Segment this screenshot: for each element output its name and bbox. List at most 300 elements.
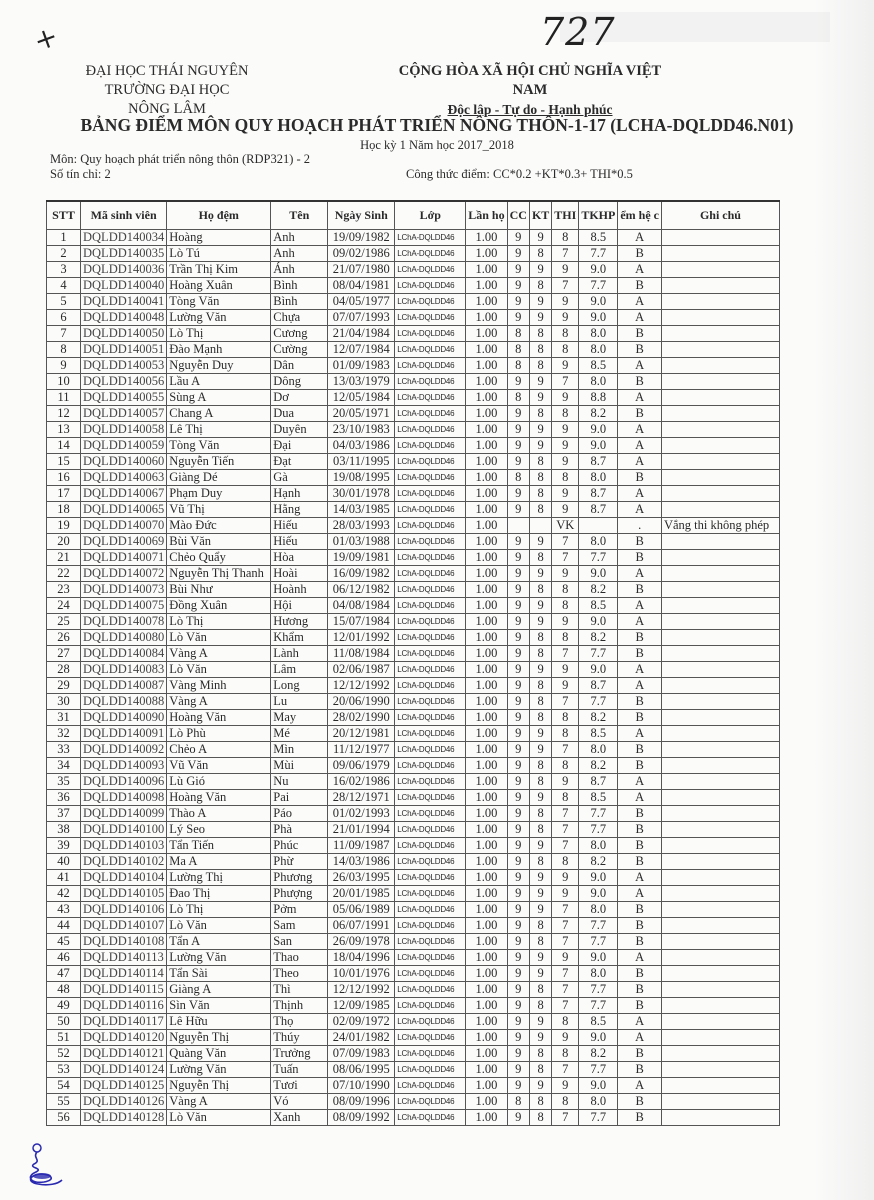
- cell-tkhp: 9.0: [579, 262, 618, 278]
- cell-thi: 9: [552, 390, 579, 406]
- cell-first-name: Páo: [271, 806, 328, 822]
- table-row: [47, 422, 780, 438]
- cell-thi: 7: [552, 742, 579, 758]
- cell-stt: 55: [47, 1094, 81, 1110]
- cell-first-name: Thì: [271, 982, 328, 998]
- cell-birth-date: 12/12/1992: [328, 982, 395, 998]
- cell-stt: 45: [47, 934, 81, 950]
- cell-kt: 8: [529, 982, 551, 998]
- cell-cc: 9: [507, 838, 529, 854]
- cell-stt: 18: [47, 502, 81, 518]
- cell-student-id: DQLDD140113: [81, 950, 167, 966]
- cell-kt: 8: [529, 694, 551, 710]
- cell-kt: 8: [529, 934, 551, 950]
- cell-letter-grade: B: [618, 646, 662, 662]
- cell-attempt: 1.00: [466, 614, 507, 630]
- cell-letter-grade: B: [618, 1094, 662, 1110]
- cell-tkhp: 7.7: [579, 646, 618, 662]
- table-row: [47, 342, 780, 358]
- cell-kt: 8: [529, 822, 551, 838]
- cell-birth-date: 02/06/1987: [328, 662, 395, 678]
- cell-first-name: Mé: [271, 726, 328, 742]
- cell-first-name: Ánh: [271, 262, 328, 278]
- cell-student-id: DQLDD140063: [81, 470, 167, 486]
- cell-middle-name: Vàng A: [167, 694, 271, 710]
- cell-tkhp: 8.0: [579, 838, 618, 854]
- cell-attempt: 1.00: [466, 598, 507, 614]
- cell-middle-name: Lường Văn: [167, 950, 271, 966]
- cell-tkhp: 8.0: [579, 470, 618, 486]
- cell-note: [661, 678, 779, 694]
- cell-letter-grade: B: [618, 758, 662, 774]
- cell-note: [661, 646, 779, 662]
- cell-tkhp: 9.0: [579, 1078, 618, 1094]
- cell-attempt: 1.00: [466, 486, 507, 502]
- cell-note: [661, 358, 779, 374]
- cell-stt: 15: [47, 454, 81, 470]
- cell-middle-name: Nguyễn Tiến: [167, 454, 271, 470]
- cell-tkhp: 7.7: [579, 982, 618, 998]
- table-row: [47, 854, 780, 870]
- cell-tkhp: 8.2: [579, 854, 618, 870]
- table-row: [47, 406, 780, 422]
- cell-class: LChA-DQLDD46: [395, 1110, 466, 1126]
- cell-middle-name: Hoàng Văn: [167, 790, 271, 806]
- cell-class: LChA-DQLDD46: [395, 726, 466, 742]
- cell-thi: 8: [552, 1094, 579, 1110]
- cell-middle-name: Mào Đức: [167, 518, 271, 534]
- cell-thi: 8: [552, 582, 579, 598]
- cell-attempt: 1.00: [466, 886, 507, 902]
- cell-stt: 24: [47, 598, 81, 614]
- table-row: [47, 710, 780, 726]
- cell-student-id: DQLDD140073: [81, 582, 167, 598]
- cell-birth-date: 21/04/1984: [328, 326, 395, 342]
- cell-note: [661, 582, 779, 598]
- cell-class: LChA-DQLDD46: [395, 582, 466, 598]
- cell-tkhp: 7.7: [579, 1062, 618, 1078]
- table-row: [47, 998, 780, 1014]
- cell-birth-date: 13/03/1979: [328, 374, 395, 390]
- cell-birth-date: 05/06/1989: [328, 902, 395, 918]
- cell-stt: 26: [47, 630, 81, 646]
- cell-student-id: DQLDD140065: [81, 502, 167, 518]
- cell-attempt: 1.00: [466, 918, 507, 934]
- cell-note: [661, 294, 779, 310]
- cell-thi: 7: [552, 694, 579, 710]
- cell-attempt: 1.00: [466, 1046, 507, 1062]
- cell-kt: 9: [529, 950, 551, 966]
- cell-first-name: Pai: [271, 790, 328, 806]
- university-name: ĐẠI HỌC THÁI NGUYÊN: [85, 63, 249, 79]
- cell-cc: 9: [507, 982, 529, 998]
- cell-thi: 8: [552, 406, 579, 422]
- cell-tkhp: 8.2: [579, 1046, 618, 1062]
- cell-middle-name: Nguyễn Thị Thanh: [167, 566, 271, 582]
- cell-letter-grade: B: [618, 854, 662, 870]
- cell-first-name: Thao: [271, 950, 328, 966]
- cell-first-name: Lu: [271, 694, 328, 710]
- cell-first-name: Long: [271, 678, 328, 694]
- cell-middle-name: Tòng Văn: [167, 438, 271, 454]
- cell-middle-name: Sìn Văn: [167, 998, 271, 1014]
- cell-cc: 8: [507, 470, 529, 486]
- cell-birth-date: 08/04/1981: [328, 278, 395, 294]
- cell-letter-grade: B: [618, 998, 662, 1014]
- cell-birth-date: 06/07/1991: [328, 918, 395, 934]
- cell-attempt: 1.00: [466, 854, 507, 870]
- cell-thi: 8: [552, 758, 579, 774]
- cell-stt: 48: [47, 982, 81, 998]
- cell-tkhp: 7.7: [579, 550, 618, 566]
- cell-student-id: DQLDD140071: [81, 550, 167, 566]
- cell-stt: 1: [47, 230, 81, 246]
- cell-note: [661, 246, 779, 262]
- cell-attempt: 1.00: [466, 502, 507, 518]
- cell-middle-name: Tẩn Tiến: [167, 838, 271, 854]
- cell-kt: 8: [529, 998, 551, 1014]
- cell-tkhp: 8.2: [579, 406, 618, 422]
- cell-student-id: DQLDD140107: [81, 918, 167, 934]
- cell-student-id: DQLDD140128: [81, 1110, 167, 1126]
- cell-note: [661, 662, 779, 678]
- cell-tkhp: 8.7: [579, 454, 618, 470]
- cell-kt: 8: [529, 1046, 551, 1062]
- cell-birth-date: 09/06/1979: [328, 758, 395, 774]
- cell-class: LChA-DQLDD46: [395, 1046, 466, 1062]
- cell-note: [661, 470, 779, 486]
- table-row: [47, 886, 780, 902]
- cell-stt: 42: [47, 886, 81, 902]
- cell-student-id: DQLDD140058: [81, 422, 167, 438]
- cell-attempt: 1.00: [466, 694, 507, 710]
- cell-attempt: 1.00: [466, 758, 507, 774]
- cell-attempt: 1.00: [466, 230, 507, 246]
- cell-note: [661, 598, 779, 614]
- cell-class: LChA-DQLDD46: [395, 262, 466, 278]
- cell-thi: 7: [552, 998, 579, 1014]
- cell-student-id: DQLDD140053: [81, 358, 167, 374]
- cell-kt: 8: [529, 278, 551, 294]
- cell-student-id: DQLDD140067: [81, 486, 167, 502]
- table-row: [47, 630, 780, 646]
- cell-birth-date: 24/01/1982: [328, 1030, 395, 1046]
- cell-thi: 9: [552, 422, 579, 438]
- cell-middle-name: Nguyễn Thị: [167, 1030, 271, 1046]
- cell-birth-date: 28/03/1993: [328, 518, 395, 534]
- cell-tkhp: 9.0: [579, 438, 618, 454]
- cell-letter-grade: B: [618, 374, 662, 390]
- table-row: [47, 326, 780, 342]
- cell-middle-name: Lò Văn: [167, 630, 271, 646]
- table-row: [47, 982, 780, 998]
- cell-kt: 9: [529, 1078, 551, 1094]
- cell-thi: 7: [552, 1110, 579, 1126]
- table-row: [47, 1110, 780, 1126]
- cell-student-id: DQLDD140108: [81, 934, 167, 950]
- cell-stt: 4: [47, 278, 81, 294]
- cell-kt: 9: [529, 870, 551, 886]
- column-header-middle-name: Họ đệm: [167, 201, 271, 230]
- cell-cc: 9: [507, 502, 529, 518]
- cell-thi: 7: [552, 534, 579, 550]
- cell-letter-grade: B: [618, 1046, 662, 1062]
- cell-class: LChA-DQLDD46: [395, 406, 466, 422]
- cell-middle-name: Lý Seo: [167, 822, 271, 838]
- cell-tkhp: 7.7: [579, 822, 618, 838]
- cell-student-id: DQLDD140041: [81, 294, 167, 310]
- table-row: [47, 598, 780, 614]
- cell-tkhp: 8.0: [579, 966, 618, 982]
- cell-tkhp: 9.0: [579, 614, 618, 630]
- cell-thi: 7: [552, 982, 579, 998]
- column-header-stt: STT: [47, 201, 81, 230]
- cell-cc: 9: [507, 550, 529, 566]
- cell-note: [661, 1030, 779, 1046]
- cell-tkhp: 8.8: [579, 390, 618, 406]
- cell-cc: 9: [507, 934, 529, 950]
- cell-note: [661, 982, 779, 998]
- cell-tkhp: 7.7: [579, 1110, 618, 1126]
- table-row: [47, 934, 780, 950]
- cell-cc: 9: [507, 454, 529, 470]
- cell-thi: 7: [552, 278, 579, 294]
- cell-cc: 9: [507, 886, 529, 902]
- cell-birth-date: 30/01/1978: [328, 486, 395, 502]
- table-row: [47, 742, 780, 758]
- cell-cc: 9: [507, 422, 529, 438]
- cell-kt: 9: [529, 742, 551, 758]
- cell-kt: 9: [529, 390, 551, 406]
- cell-attempt: 1.00: [466, 998, 507, 1014]
- cell-middle-name: Lầu A: [167, 374, 271, 390]
- cell-thi: 8: [552, 854, 579, 870]
- cell-note: [661, 758, 779, 774]
- cell-stt: 8: [47, 342, 81, 358]
- cell-note: [661, 838, 779, 854]
- cell-birth-date: 14/03/1985: [328, 502, 395, 518]
- cell-middle-name: Lò Thị: [167, 614, 271, 630]
- cell-student-id: DQLDD140050: [81, 326, 167, 342]
- cell-middle-name: Nguyễn Thị: [167, 1078, 271, 1094]
- cell-birth-date: 15/07/1984: [328, 614, 395, 630]
- cell-kt: 8: [529, 582, 551, 598]
- cell-middle-name: Lường Văn: [167, 310, 271, 326]
- cell-note: [661, 710, 779, 726]
- cell-letter-grade: A: [618, 390, 662, 406]
- table-row: [47, 390, 780, 406]
- cell-kt: 9: [529, 838, 551, 854]
- cell-attempt: 1.00: [466, 518, 507, 534]
- cell-first-name: Hoành: [271, 582, 328, 598]
- cell-cc: 9: [507, 726, 529, 742]
- cell-class: LChA-DQLDD46: [395, 806, 466, 822]
- cell-student-id: DQLDD140106: [81, 902, 167, 918]
- column-header-kt: KT: [529, 201, 551, 230]
- cell-letter-grade: .: [618, 518, 662, 534]
- table-row: [47, 502, 780, 518]
- cell-kt: 8: [529, 342, 551, 358]
- cell-cc: 9: [507, 774, 529, 790]
- cell-letter-grade: A: [618, 1014, 662, 1030]
- table-row: [47, 310, 780, 326]
- cell-stt: 56: [47, 1110, 81, 1126]
- cell-letter-grade: B: [618, 534, 662, 550]
- cell-first-name: Khẩm: [271, 630, 328, 646]
- cell-attempt: 1.00: [466, 950, 507, 966]
- cell-attempt: 1.00: [466, 566, 507, 582]
- cell-student-id: DQLDD140100: [81, 822, 167, 838]
- cell-attempt: 1.00: [466, 870, 507, 886]
- cell-middle-name: Lò Tú: [167, 246, 271, 262]
- cell-student-id: DQLDD140056: [81, 374, 167, 390]
- cell-stt: 3: [47, 262, 81, 278]
- cell-student-id: DQLDD140084: [81, 646, 167, 662]
- cell-stt: 40: [47, 854, 81, 870]
- table-row: [47, 438, 780, 454]
- cell-birth-date: 12/07/1984: [328, 342, 395, 358]
- cell-cc: 9: [507, 406, 529, 422]
- cell-first-name: Hiếu: [271, 518, 328, 534]
- cell-letter-grade: B: [618, 246, 662, 262]
- cell-class: LChA-DQLDD46: [395, 758, 466, 774]
- cell-thi: 8: [552, 470, 579, 486]
- cell-cc: 9: [507, 566, 529, 582]
- cell-thi: 9: [552, 310, 579, 326]
- cell-thi: 9: [552, 262, 579, 278]
- cell-note: [661, 534, 779, 550]
- cell-kt: 9: [529, 662, 551, 678]
- cell-student-id: DQLDD140102: [81, 854, 167, 870]
- cell-student-id: DQLDD140069: [81, 534, 167, 550]
- cell-first-name: Thọ: [271, 1014, 328, 1030]
- cell-middle-name: Lò Thị: [167, 902, 271, 918]
- cell-middle-name: Bùi Như: [167, 582, 271, 598]
- cell-student-id: DQLDD140091: [81, 726, 167, 742]
- cell-first-name: Hòa: [271, 550, 328, 566]
- cell-tkhp: 7.7: [579, 918, 618, 934]
- cell-middle-name: Vàng A: [167, 646, 271, 662]
- school-name: TRƯỜNG ĐẠI HỌC NÔNG LÂM: [104, 82, 230, 117]
- cell-first-name: Bình: [271, 278, 328, 294]
- cell-birth-date: 19/08/1995: [328, 470, 395, 486]
- cell-class: LChA-DQLDD46: [395, 550, 466, 566]
- cell-tkhp: 8.0: [579, 902, 618, 918]
- cell-letter-grade: B: [618, 822, 662, 838]
- column-header-note: Ghi chú: [661, 201, 779, 230]
- cell-kt: 9: [529, 422, 551, 438]
- cell-student-id: DQLDD140115: [81, 982, 167, 998]
- cell-letter-grade: B: [618, 1110, 662, 1126]
- cell-middle-name: Sùng A: [167, 390, 271, 406]
- cell-class: LChA-DQLDD46: [395, 710, 466, 726]
- institution-header: [82, 62, 252, 119]
- table-row: [47, 566, 780, 582]
- cell-tkhp: 7.7: [579, 806, 618, 822]
- cell-stt: 7: [47, 326, 81, 342]
- cell-tkhp: 8.0: [579, 1094, 618, 1110]
- cell-note: [661, 1062, 779, 1078]
- cell-cc: 9: [507, 870, 529, 886]
- cell-birth-date: 04/08/1984: [328, 598, 395, 614]
- cell-note: Vắng thi không phép: [661, 518, 779, 534]
- signature-mark: [22, 1142, 72, 1188]
- cell-thi: 9: [552, 1078, 579, 1094]
- cell-first-name: Trưởng: [271, 1046, 328, 1062]
- cell-thi: 8: [552, 630, 579, 646]
- cell-letter-grade: A: [618, 230, 662, 246]
- cell-cc: 9: [507, 230, 529, 246]
- table-row: [47, 822, 780, 838]
- cell-class: LChA-DQLDD46: [395, 534, 466, 550]
- cell-class: LChA-DQLDD46: [395, 694, 466, 710]
- cell-kt: 9: [529, 598, 551, 614]
- cell-attempt: 1.00: [466, 326, 507, 342]
- cell-student-id: DQLDD140034: [81, 230, 167, 246]
- cell-tkhp: 9.0: [579, 950, 618, 966]
- cell-first-name: Gà: [271, 470, 328, 486]
- cell-thi: 9: [552, 566, 579, 582]
- cell-cc: 9: [507, 294, 529, 310]
- cell-tkhp: 8.7: [579, 486, 618, 502]
- cell-thi: 7: [552, 838, 579, 854]
- cell-kt: 8: [529, 646, 551, 662]
- cell-attempt: 1.00: [466, 662, 507, 678]
- cell-tkhp: 8.5: [579, 598, 618, 614]
- cell-letter-grade: A: [618, 614, 662, 630]
- cell-note: [661, 310, 779, 326]
- cell-class: LChA-DQLDD46: [395, 1094, 466, 1110]
- cell-cc: 8: [507, 358, 529, 374]
- cell-tkhp: 9.0: [579, 886, 618, 902]
- cell-first-name: Anh: [271, 230, 328, 246]
- cell-stt: 52: [47, 1046, 81, 1062]
- cell-tkhp: 8.2: [579, 710, 618, 726]
- cell-class: LChA-DQLDD46: [395, 246, 466, 262]
- handwritten-page-number: 727: [540, 10, 616, 54]
- cell-attempt: 1.00: [466, 358, 507, 374]
- cell-letter-grade: B: [618, 918, 662, 934]
- cell-birth-date: 08/09/1992: [328, 1110, 395, 1126]
- cell-first-name: Hằng: [271, 502, 328, 518]
- cell-first-name: Thúy: [271, 1030, 328, 1046]
- cell-middle-name: Vũ Văn: [167, 758, 271, 774]
- cell-note: [661, 886, 779, 902]
- cell-cc: 9: [507, 822, 529, 838]
- cell-note: [661, 966, 779, 982]
- cell-attempt: 1.00: [466, 374, 507, 390]
- cell-stt: 37: [47, 806, 81, 822]
- cell-birth-date: 20/05/1971: [328, 406, 395, 422]
- table-row: [47, 1014, 780, 1030]
- cell-letter-grade: B: [618, 278, 662, 294]
- cell-attempt: 1.00: [466, 406, 507, 422]
- cell-first-name: Phúc: [271, 838, 328, 854]
- cell-student-id: DQLDD140040: [81, 278, 167, 294]
- cell-middle-name: Đào Mạnh: [167, 342, 271, 358]
- cell-tkhp: [579, 518, 618, 534]
- cell-cc: 9: [507, 310, 529, 326]
- cell-student-id: DQLDD140114: [81, 966, 167, 982]
- cell-note: [661, 342, 779, 358]
- cell-first-name: Vó: [271, 1094, 328, 1110]
- cell-first-name: Hương: [271, 614, 328, 630]
- cell-student-id: DQLDD140125: [81, 1078, 167, 1094]
- cell-tkhp: 8.0: [579, 326, 618, 342]
- cell-thi: 7: [552, 934, 579, 950]
- cell-thi: 8: [552, 790, 579, 806]
- cell-cc: 9: [507, 1030, 529, 1046]
